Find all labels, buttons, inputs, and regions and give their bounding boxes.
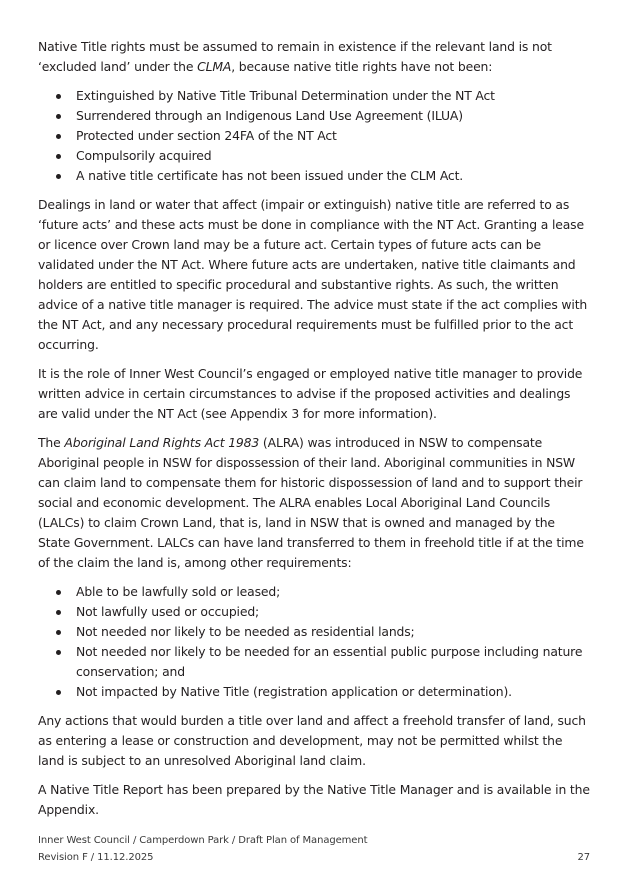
emphasis-text: Aboriginal Land Rights Act 1983 (64, 435, 260, 450)
paragraph-alra (38, 433, 590, 573)
list-item: Compulsorily acquired (38, 146, 590, 166)
document-body (38, 37, 590, 829)
list-item: Extinguished by Native Title Tribunal Determination under the NT Act (38, 86, 590, 106)
paragraph-text: The (38, 435, 65, 450)
paragraph-native-title-rights (38, 37, 590, 77)
paragraph-text: Native Title rights must be assumed to remain in existence if the relevant land is not ‘excluded land’ under the (38, 39, 552, 74)
list-item: Not needed nor likely to be needed as residential lands; (38, 622, 590, 642)
list-item: Not impacted by Native Title (registration application or determination). (38, 682, 590, 702)
bullet-list-native-title-conditions (38, 86, 590, 186)
paragraph-council-role: It is the role of Inner West Council’s engaged or employed native title manager to provide written advice in certain circumstances to advise if the proposed activities and dealings are valid under the NT Act (see Appendix 3 for more information). (38, 366, 583, 421)
paragraph-native-title-report: A Native Title Report has been prepared by the Native Title Manager and is available in the Appendix. (38, 782, 590, 817)
paragraph-land-claim-actions: Any actions that would burden a title over land and affect a freehold transfer of land, such as entering a lease or construction and development, may not be permitted whilst the land is subject to an unresolved Aboriginal land claim. (38, 713, 586, 768)
footer-document-title: Inner West Council / Camperdown Park / Draft Plan of Management (38, 835, 368, 846)
paragraph-text: (ALRA) was introduced in NSW to compensate Aboriginal people in NSW for dispossession of their land. Aboriginal communities in NSW can claim land to compensate them for historic dispossession of land and to support their social and economic development. The ALRA enables Local Aboriginal Land Councils (LALCs) to claim Crown Land, that is, land in NSW that is owned and managed by the State Government. LALCs can have land transferred to them in freehold title if at the time of the claim the land is, among other requirements: (38, 435, 584, 570)
list-item: A native title certificate has not been issued under the CLM Act. (38, 166, 590, 186)
page-number: 27 (577, 852, 590, 863)
list-item: Not needed nor likely to be needed for an essential public purpose including nature conservation; and (38, 642, 590, 682)
emphasis-text: CLMA (197, 59, 232, 74)
paragraph-future-acts: Dealings in land or water that affect (impair or extinguish) native title are referred to as ‘future acts’ and these acts must be done in compliance with the NT Act. Granting a lease or licence over Crown land may be a future act. Certain types of future acts can be validated under the NT Act. Where future acts are undertaken, native title claimants and holders are entitled to specific procedural and substantive rights. As such, the written advice of a native title manager is required. The advice must state if the act complies with the NT Act, and any necessary procedural requirements must be fulfilled prior to the act occurring. (38, 197, 588, 352)
bullet-list-land-claim-requirements (38, 582, 590, 702)
list-item: Surrendered through an Indigenous Land Use Agreement (ILUA) (38, 106, 590, 126)
page-footer (38, 832, 590, 866)
paragraph-text: , because native title rights have not been: (231, 59, 493, 74)
footer-revision: Revision F / 11.12.2025 (38, 852, 154, 863)
list-item: Not lawfully used or occupied; (38, 602, 590, 622)
list-item: Protected under section 24FA of the NT Act (38, 126, 590, 146)
list-item: Able to be lawfully sold or leased; (38, 582, 590, 602)
